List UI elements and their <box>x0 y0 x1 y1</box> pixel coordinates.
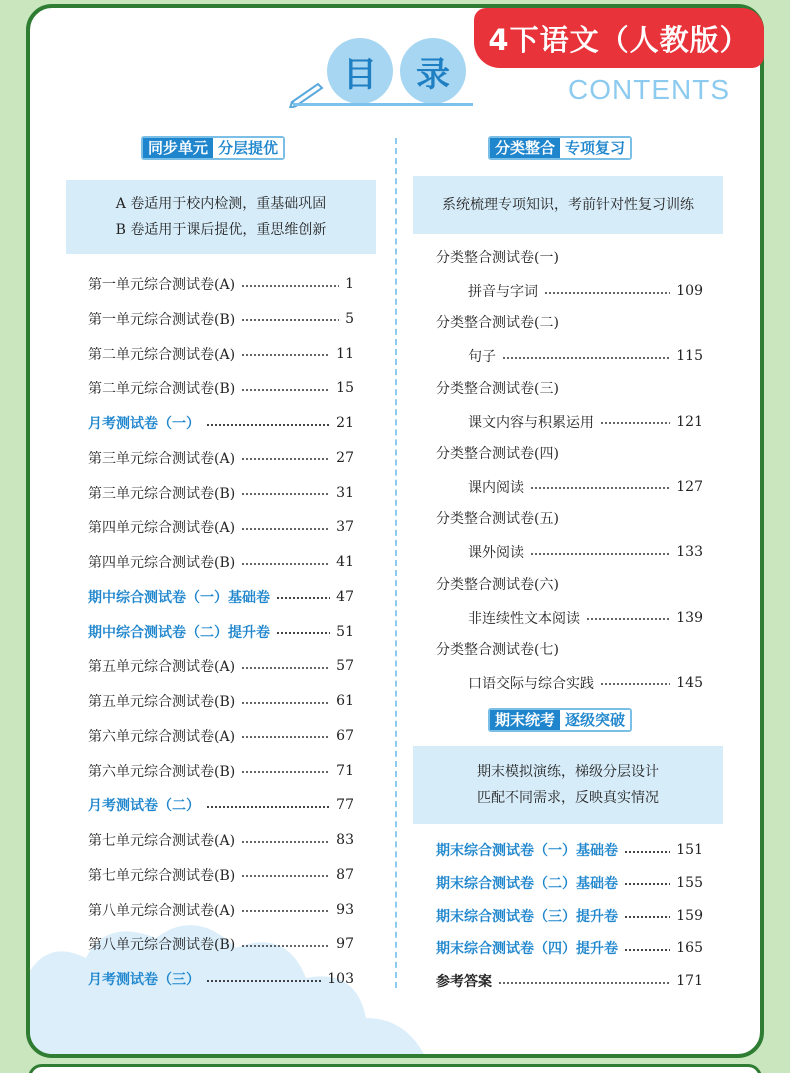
toc-page-number: 51 <box>336 623 354 640</box>
toc-row <box>88 828 354 852</box>
toc-page-number: 27 <box>336 449 354 466</box>
toc-page-number: 67 <box>336 727 354 744</box>
toc-label: 第三单元综合测试卷(A) <box>88 450 236 467</box>
toc-leader-dots <box>498 982 670 984</box>
left-section-header <box>141 136 285 160</box>
toc-row <box>88 863 354 887</box>
right-header1-part2: 专项复习 <box>560 138 630 158</box>
toc-page-number: 103 <box>327 971 354 987</box>
toc-page-number: 1 <box>345 276 354 292</box>
toc-row <box>88 759 354 783</box>
toc-leader-dots <box>241 875 330 877</box>
toc-row <box>468 279 703 303</box>
toc-leader-dots <box>241 771 330 773</box>
toc-page-number: 87 <box>336 866 354 883</box>
toc-row <box>88 932 354 956</box>
toc-row <box>468 344 703 368</box>
toc-label: 月考测试卷（三） <box>88 972 200 988</box>
group-title: 分类整合测试卷(六) <box>436 576 559 593</box>
toc-page-number: 41 <box>336 554 354 570</box>
toc-page-number: 71 <box>336 762 354 779</box>
group-title: 分类整合测试卷(二) <box>436 315 559 332</box>
toc-leader-dots <box>600 422 670 424</box>
toc-row <box>88 898 354 922</box>
left-header-part1: 同步单元 <box>143 138 213 158</box>
right-header1-part1: 分类整合 <box>490 138 560 158</box>
toc-row <box>88 793 354 817</box>
group-title: 分类整合测试卷(五) <box>436 511 559 528</box>
toc-row <box>88 585 354 609</box>
toc-row <box>468 540 703 564</box>
toc-leader-dots <box>206 806 330 808</box>
toc-leader-dots <box>600 683 670 685</box>
toc-row <box>436 904 703 928</box>
toc-page-number: 115 <box>676 348 703 365</box>
contents-english-title: CONTENTS <box>568 74 730 105</box>
right-section-header-1 <box>488 136 632 160</box>
toc-label: 非连续性文本阅读 <box>468 610 580 627</box>
toc-row <box>88 411 354 435</box>
toc-page-number: 165 <box>676 940 703 957</box>
toc-label: 第四单元综合测试卷(A) <box>88 520 236 537</box>
toc-leader-dots <box>241 667 330 669</box>
toc-leader-dots <box>241 389 330 391</box>
right-note2-line: 期末模拟演练，梯级分层设计 <box>477 764 659 780</box>
toc-page-number: 145 <box>676 674 703 691</box>
toc-row <box>88 724 354 748</box>
toc-leader-dots <box>624 949 670 951</box>
toc-label: 第三单元综合测试卷(B) <box>88 485 236 502</box>
toc-leader-dots <box>530 487 670 489</box>
title-underline <box>293 103 473 106</box>
toc-leader-dots <box>241 285 339 287</box>
title-char-1: 目 <box>327 38 393 104</box>
toc-page-number: 133 <box>676 544 703 561</box>
toc-label: 第五单元综合测试卷(B) <box>88 694 236 710</box>
left-header-part2: 分层提优 <box>213 138 283 158</box>
right-section-header-2 <box>488 708 632 732</box>
toc-leader-dots <box>544 292 670 294</box>
toc-label: 参考答案 <box>436 974 492 991</box>
toc-label: 第八单元综合测试卷(B) <box>88 937 236 954</box>
toc-page-number: 83 <box>336 832 354 848</box>
right-note-box-2 <box>413 746 723 824</box>
toc-label: 第六单元综合测试卷(A) <box>88 728 236 745</box>
toc-leader-dots <box>241 736 330 738</box>
grade-subject-badge: 4下语文（人教版） <box>474 8 764 68</box>
toc-leader-dots <box>586 618 670 620</box>
toc-page-number: 139 <box>676 609 703 626</box>
toc-row <box>436 969 703 993</box>
toc-leader-dots <box>241 910 330 912</box>
next-card-edge <box>28 1064 762 1073</box>
toc-label: 第一单元综合测试卷(A) <box>88 277 236 293</box>
group-title: 分类整合测试卷(三) <box>436 380 559 397</box>
toc-row <box>468 671 703 695</box>
right-note-box-1 <box>413 176 723 234</box>
toc-label: 口语交际与综合实践 <box>468 675 594 692</box>
toc-label: 第七单元综合测试卷(B) <box>88 867 236 884</box>
toc-page-number: 31 <box>336 484 354 501</box>
toc-label: 课内阅读 <box>468 479 524 496</box>
left-note-line: A 卷适用于校内检测，重基础巩固 <box>115 196 327 212</box>
toc-leader-dots <box>241 319 339 321</box>
toc-page-number: 155 <box>676 874 703 891</box>
toc-leader-dots <box>241 493 330 495</box>
toc-label: 第二单元综合测试卷(A) <box>88 346 236 363</box>
toc-row <box>88 654 354 678</box>
title-char-2: 录 <box>400 38 466 104</box>
toc-row <box>88 515 354 539</box>
toc-label: 期末综合测试卷（二）基础卷 <box>436 875 618 892</box>
toc-leader-dots <box>502 357 670 359</box>
toc-page-number: 159 <box>676 907 703 924</box>
toc-page-number: 77 <box>336 797 354 814</box>
right-header2-part2: 逐级突破 <box>560 710 630 730</box>
column-divider <box>395 138 397 988</box>
toc-page-number: 47 <box>336 588 354 605</box>
group-title: 分类整合测试卷(七) <box>436 641 559 658</box>
toc-leader-dots <box>206 980 321 982</box>
toc-leader-dots <box>241 528 330 530</box>
toc-label: 期末综合测试卷（四）提升卷 <box>436 941 618 958</box>
toc-row <box>88 446 354 470</box>
toc-leader-dots <box>206 424 330 426</box>
toc-page-number: 121 <box>676 413 703 430</box>
toc-row <box>88 272 354 296</box>
toc-row <box>88 550 354 574</box>
toc-leader-dots <box>624 883 670 885</box>
toc-page-number: 151 <box>676 842 703 858</box>
toc-leader-dots <box>276 597 330 599</box>
toc-leader-dots <box>624 916 670 918</box>
toc-row <box>436 871 703 895</box>
toc-page-number: 57 <box>336 658 354 675</box>
toc-row <box>88 689 354 713</box>
toc-label: 第二单元综合测试卷(B) <box>88 381 236 398</box>
left-note-box <box>66 180 376 254</box>
toc-page-number: 127 <box>676 478 703 495</box>
toc-label: 句子 <box>468 349 496 366</box>
toc-page-number: 61 <box>336 693 354 709</box>
toc-row <box>88 967 354 991</box>
toc-row <box>88 342 354 366</box>
toc-label: 拼音与字词 <box>468 284 538 300</box>
toc-label: 第一单元综合测试卷(B) <box>88 311 236 328</box>
toc-row <box>436 936 703 960</box>
toc-row <box>88 376 354 400</box>
toc-label: 第六单元综合测试卷(B) <box>88 763 236 780</box>
right-note1-line: 系统梳理专项知识，考前针对性复习训练 <box>442 197 694 213</box>
toc-page-number: 93 <box>336 901 354 918</box>
toc-row <box>88 307 354 331</box>
toc-page-number: 109 <box>676 283 703 299</box>
toc-page-number: 11 <box>336 345 354 362</box>
toc-row <box>468 606 703 630</box>
toc-page-number: 171 <box>676 973 703 990</box>
toc-page-number: 5 <box>345 310 354 327</box>
toc-label: 期末综合测试卷（一）基础卷 <box>436 843 618 859</box>
toc-leader-dots <box>241 458 330 460</box>
toc-page-number: 21 <box>336 415 354 431</box>
toc-label: 第五单元综合测试卷(A) <box>88 659 236 676</box>
toc-label: 月考测试卷（一） <box>88 416 200 432</box>
toc-page-number: 37 <box>336 519 354 536</box>
toc-label: 第八单元综合测试卷(A) <box>88 902 236 919</box>
toc-leader-dots <box>276 632 330 634</box>
toc-row <box>436 838 703 862</box>
toc-label: 课外阅读 <box>468 545 524 562</box>
toc-label: 第七单元综合测试卷(A) <box>88 833 236 849</box>
toc-leader-dots <box>624 851 670 853</box>
left-note-line: B 卷适用于课后提优，重思维创新 <box>115 222 327 238</box>
toc-leader-dots <box>241 563 330 565</box>
toc-row <box>468 475 703 499</box>
toc-row <box>88 481 354 505</box>
right-header2-part1: 期末统考 <box>490 710 560 730</box>
toc-row <box>88 620 354 644</box>
toc-leader-dots <box>241 841 330 843</box>
toc-label: 期末综合测试卷（三）提升卷 <box>436 908 618 925</box>
group-title: 分类整合测试卷(一) <box>436 250 559 266</box>
toc-leader-dots <box>241 702 330 704</box>
toc-page-number: 15 <box>336 380 354 397</box>
toc-row <box>468 410 703 434</box>
toc-label: 月考测试卷（二） <box>88 798 200 815</box>
toc-leader-dots <box>241 945 330 947</box>
toc-label: 期中综合测试卷（一）基础卷 <box>88 589 270 606</box>
toc-label: 第四单元综合测试卷(B) <box>88 555 236 571</box>
toc-page-number: 97 <box>336 936 354 953</box>
toc-leader-dots <box>530 553 670 555</box>
toc-label: 课文内容与积累运用 <box>468 414 594 431</box>
toc-label: 期中综合测试卷（二）提升卷 <box>88 624 270 641</box>
toc-leader-dots <box>241 354 330 356</box>
group-title: 分类整合测试卷(四) <box>436 445 559 462</box>
right-note2-line: 匹配不同需求，反映真实情况 <box>477 790 659 806</box>
